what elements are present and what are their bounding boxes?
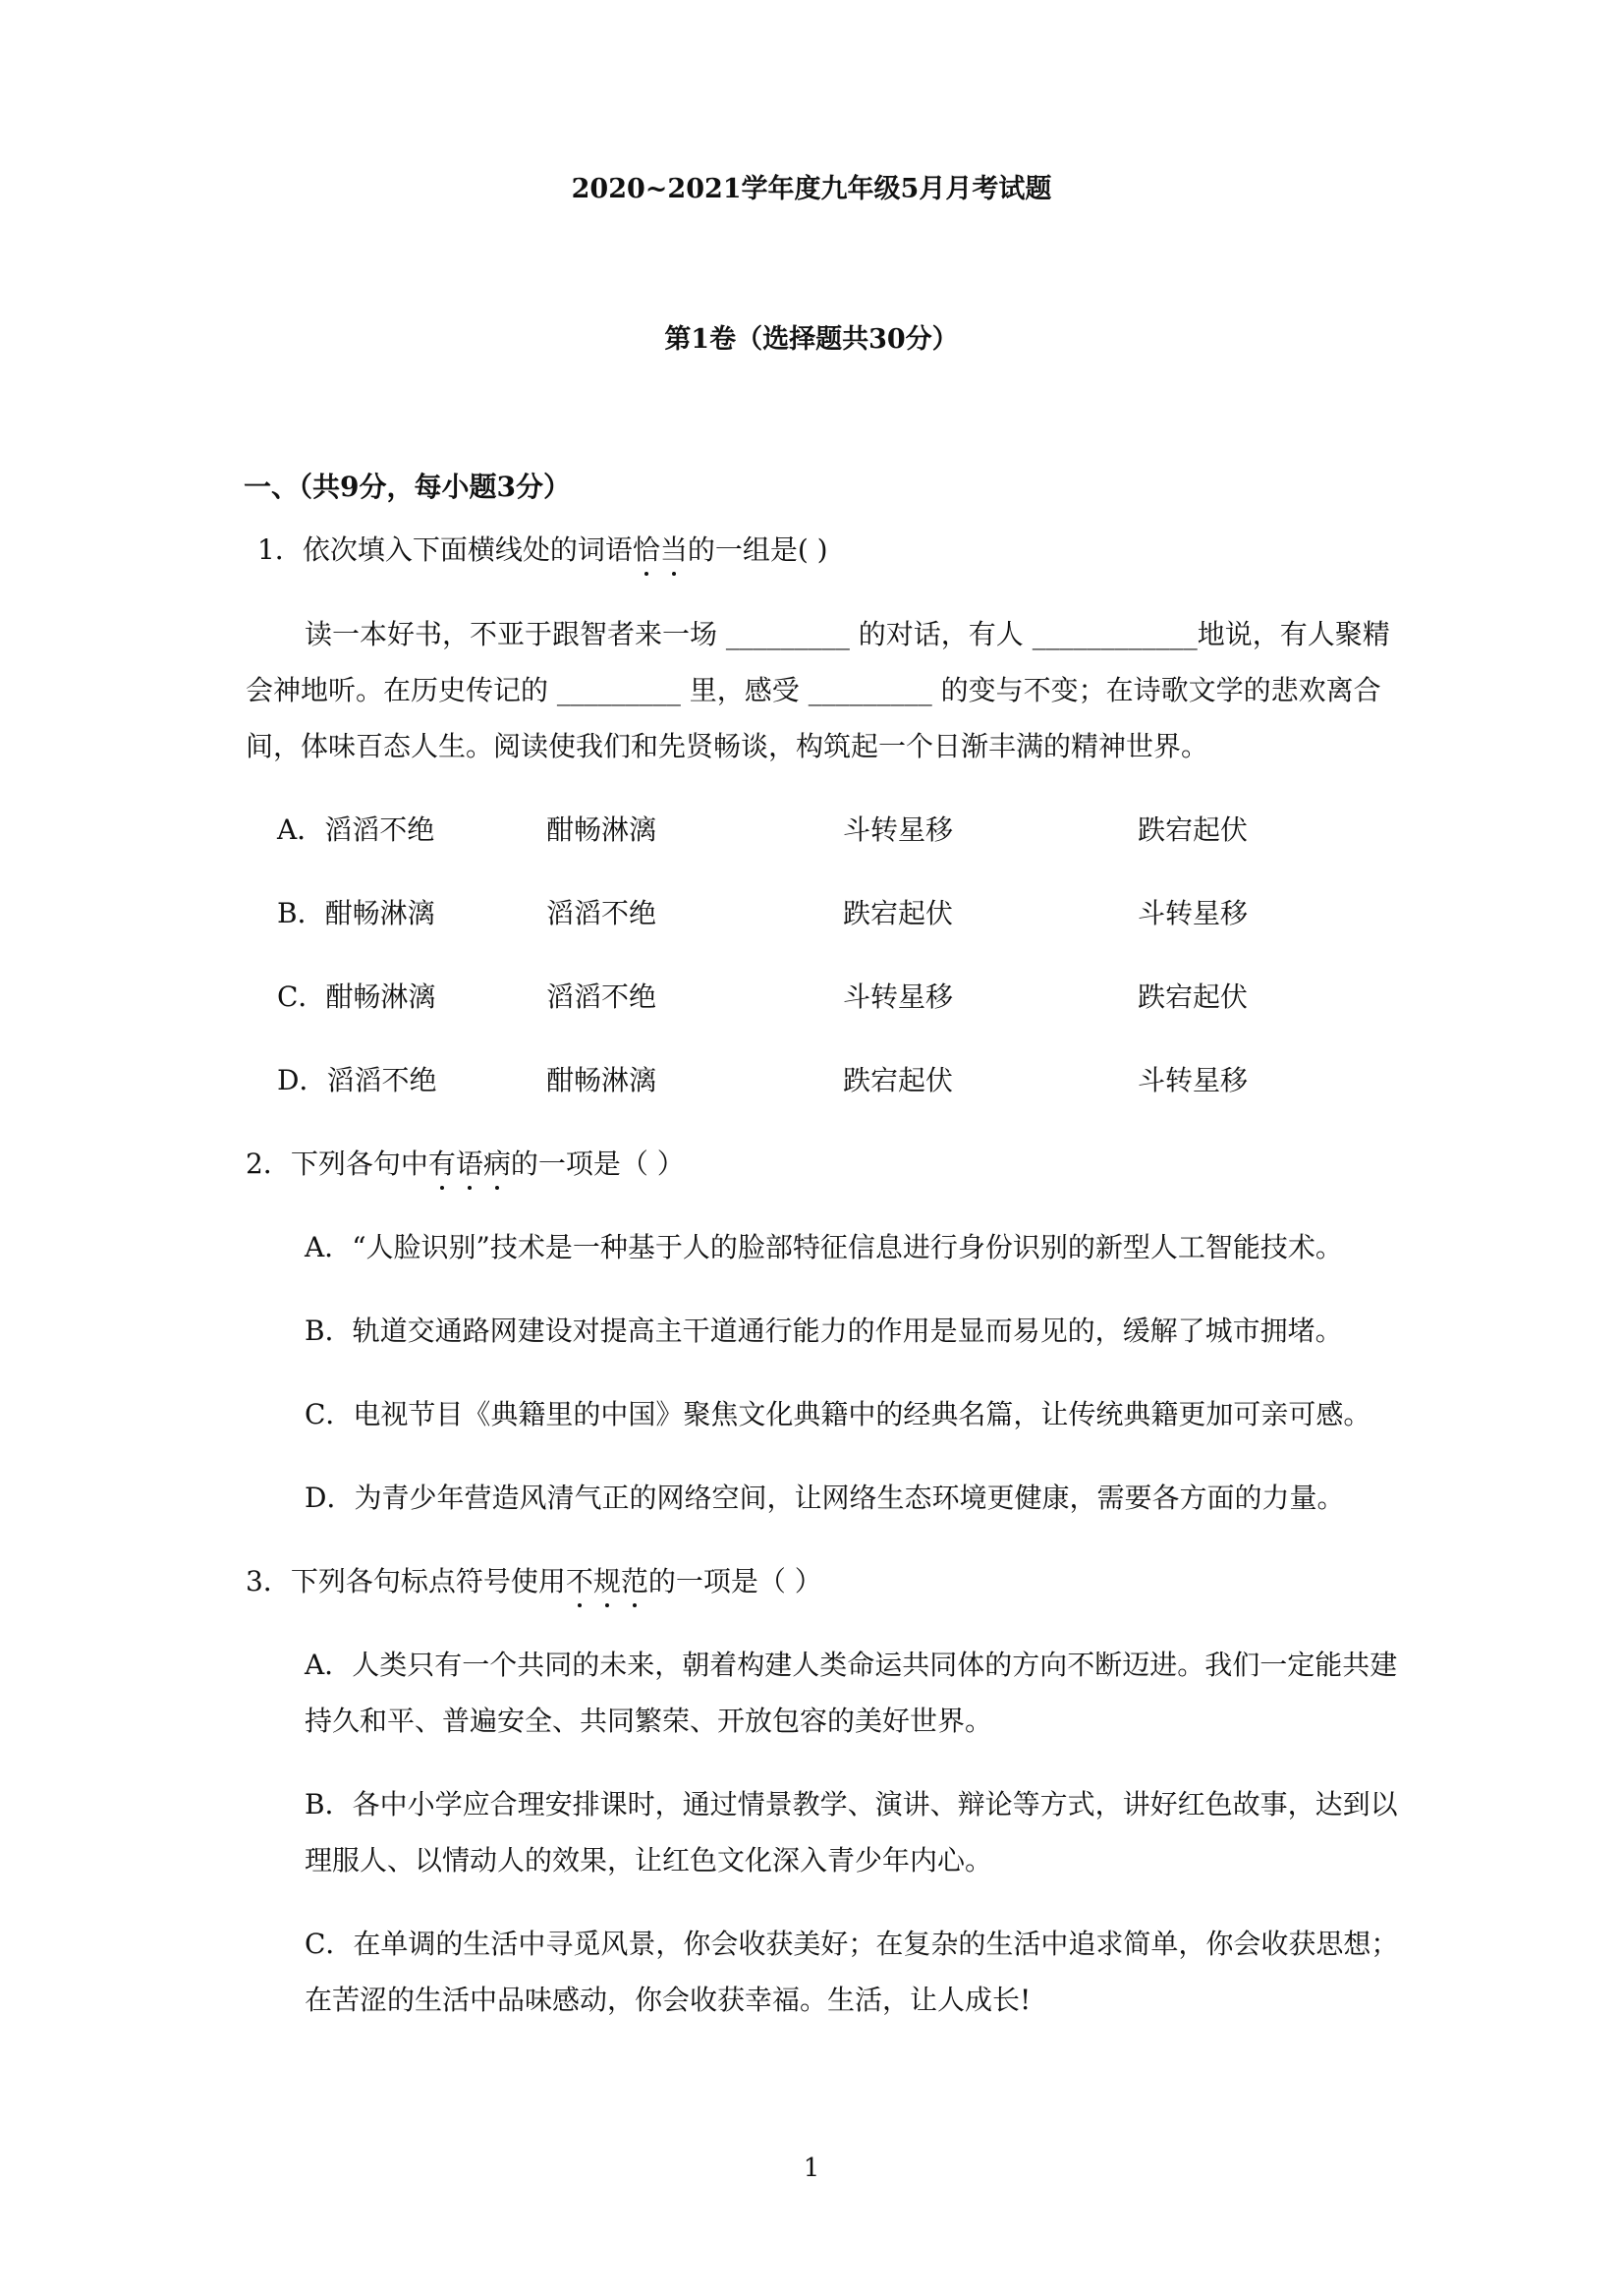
emphasis-char: 病 xyxy=(483,1143,511,1182)
q2-option-d: D．为青少年营造风清气正的网络空间，让网络生态环境更健康，需要各方面的力量。 xyxy=(305,1482,1345,1514)
q1-stem-prefix: 1．依次填入下面横线处的词语 xyxy=(257,533,633,566)
q3-stem-emphasis xyxy=(566,1565,648,1597)
q1-passage-line-1: 读一本好书，不亚于跟智者来一场 _________ 的对话，有人 ____________地说，有人聚精 xyxy=(305,618,1390,650)
q2-stem-emphasis xyxy=(428,1148,511,1180)
q3-option-c-line-2: 在苦涩的生活中品味感动，你会收获幸福。生活，让人成长! xyxy=(305,1984,1032,2016)
q1-option-c-label: C．酣畅淋漓 xyxy=(277,980,436,1013)
q1-option-d-col3: 跌宕起伏 xyxy=(843,1064,954,1096)
q1-option-d-col2: 酣畅淋漓 xyxy=(546,1064,657,1096)
q1-option-c-col4: 跌宕起伏 xyxy=(1138,980,1249,1013)
q1-option-b-label: B．酣畅淋漓 xyxy=(277,897,435,929)
q1-stem xyxy=(257,529,828,568)
emphasis-char: 规 xyxy=(593,1560,621,1599)
q3-stem xyxy=(246,1560,822,1599)
page-number: 1 xyxy=(803,2154,820,2183)
q2-stem-suffix: 的一项是（ ） xyxy=(510,1148,685,1180)
q1-option-d-label: D．滔滔不绝 xyxy=(277,1064,437,1096)
q2-stem-prefix: 2．下列各句中 xyxy=(246,1148,428,1180)
emphasis-char: 当 xyxy=(660,529,688,568)
volume-title: 第1卷（选择题共30分） xyxy=(664,324,959,355)
emphasis-char: 有 xyxy=(428,1143,456,1182)
q2-option-c: C．电视节目《典籍里的中国》聚焦文化典籍中的经典名篇，让传统典籍更加可亲可感。 xyxy=(305,1398,1371,1430)
q3-option-a-line-1: A．人类只有一个共同的未来，朝着构建人类命运共同体的方向不断迈进。我们一定能共建 xyxy=(305,1649,1398,1681)
q1-option-c-col3: 斗转星移 xyxy=(843,980,954,1013)
q1-passage-line-2: 会神地听。在历史传记的 _________ 里，感受 _________ 的变与不变；在诗歌文学的悲欢离合 xyxy=(246,674,1381,706)
emphasis-char: 范 xyxy=(621,1560,648,1599)
q3-option-b-line-2: 理服人、以情动人的效果，让红色文化深入青少年内心。 xyxy=(305,1844,993,1876)
q1-option-b-col3: 跌宕起伏 xyxy=(843,897,954,929)
q1-stem-suffix: 的一组是( ) xyxy=(687,533,828,566)
emphasis-char: 不 xyxy=(566,1560,593,1599)
q1-stem-emphasis xyxy=(633,533,688,566)
emphasis-char: 语 xyxy=(456,1143,483,1182)
q1-option-c-col2: 滔滔不绝 xyxy=(546,980,657,1013)
q2-stem xyxy=(246,1143,685,1182)
q3-stem-prefix: 3．下列各句标点符号使用 xyxy=(246,1565,566,1597)
q3-stem-suffix: 的一项是（ ） xyxy=(647,1565,822,1597)
q2-option-b: B．轨道交通路网建设对提高主干道通行能力的作用是显而易见的，缓解了城市拥堵。 xyxy=(305,1315,1343,1347)
exam-title: 2020~2021学年度九年级5月月考试题 xyxy=(571,174,1052,204)
q2-option-a: A．“人脸识别”技术是一种基于人的脸部特征信息进行身份识别的新型人工智能技术。 xyxy=(305,1231,1343,1263)
emphasis-char: 恰 xyxy=(633,529,660,568)
q1-option-a-label: A．滔滔不绝 xyxy=(277,813,435,846)
q3-option-a-line-2: 持久和平、普遍安全、共同繁荣、开放包容的美好世界。 xyxy=(305,1705,993,1737)
q1-option-b-col4: 斗转星移 xyxy=(1138,897,1249,929)
q1-option-d-col4: 斗转星移 xyxy=(1138,1064,1249,1096)
q3-option-c-line-1: C．在单调的生活中寻觅风景，你会收获美好；在复杂的生活中追求简单，你会收获思想； xyxy=(305,1928,1399,1960)
q1-option-a-col2: 酣畅淋漓 xyxy=(546,813,657,846)
q1-option-b-col2: 滔滔不绝 xyxy=(546,897,657,929)
q3-option-b-line-1: B．各中小学应合理安排课时，通过情景教学、演讲、辩论等方式，讲好红色故事，达到以 xyxy=(305,1788,1398,1820)
q1-passage-line-3: 间，体味百态人生。阅读使我们和先贤畅谈，构筑起一个日渐丰满的精神世界。 xyxy=(246,730,1209,762)
q1-option-a-col3: 斗转星移 xyxy=(843,813,954,846)
q1-option-a-col4: 跌宕起伏 xyxy=(1138,813,1249,846)
section-heading: 一、（共9分，每小题3分） xyxy=(244,471,571,503)
